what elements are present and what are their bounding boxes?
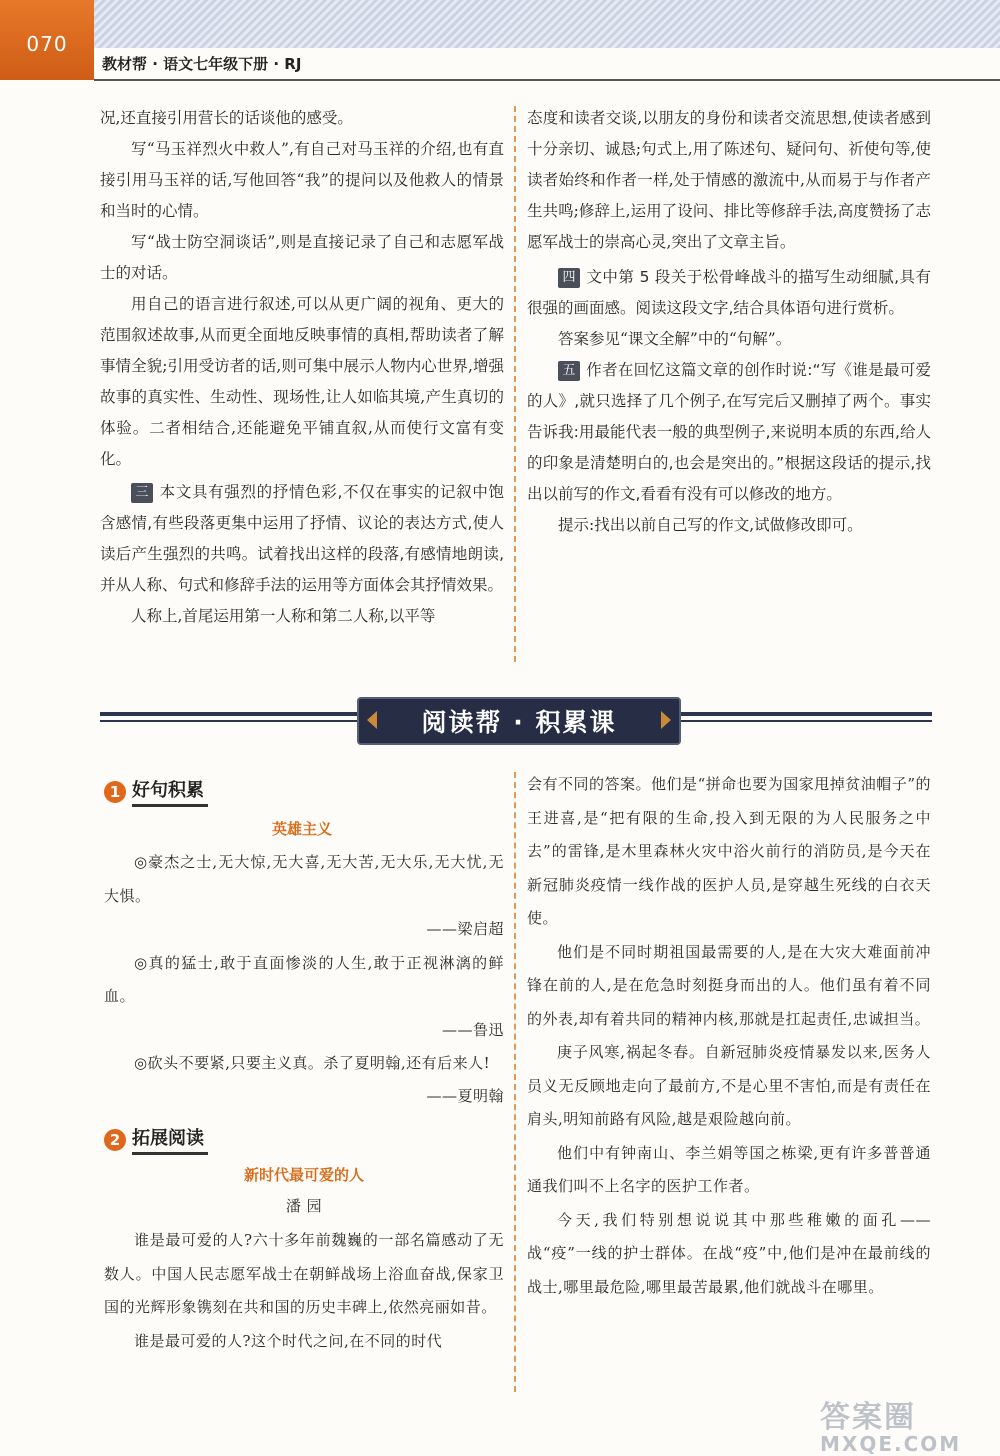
paragraph: 态度和读者交谈,以朋友的身份和读者交流思想,使读者感到十分亲切、诚恳;句式上,用了陈述句、疑问句、祈使句等,使读者始终和作者一样,处于情感的激流中,从而易于与作者产生共鸣;修辞上,运用了设问、排比等修辞手法,高度赞扬了志愿军战士的崇高心灵,突出了文章主旨。 bbox=[527, 109, 931, 251]
upper-right-column bbox=[527, 103, 931, 541]
section-1-number: 1 bbox=[104, 781, 126, 803]
quote-author: ——夏明翰 bbox=[426, 1087, 504, 1105]
question-5-answer: 提示:找出以前自己写的作文,试做修改即可。 bbox=[558, 516, 863, 534]
paragraph: 况,还直接引用营长的话谈他的感受。 bbox=[100, 109, 353, 127]
banner-title: 阅读帮 · 积累课 bbox=[421, 708, 617, 737]
paragraph: 写“马玉祥烈火中救人”,有自己对马玉祥的介绍,也有直接引用马玉祥的话,写他回答“我”的提问以及他救人的情景和当时的心情。 bbox=[100, 140, 504, 220]
paragraph: 谁是最可爱的人?这个时代之问,在不同的时代 bbox=[134, 1331, 443, 1350]
header-rule bbox=[94, 79, 1000, 81]
article-title: 新时代最可爱的人 bbox=[243, 1166, 364, 1184]
section-banner bbox=[357, 697, 681, 745]
article-right-column bbox=[527, 768, 931, 1304]
paragraph: 会有不同的答案。他们是“拼命也要为国家甩掉贫油帽子”的王进喜,是“把有限的生命,投入到无限的为人民服务之中去”的雷锋,是木里森林火灾中浴火前行的消防员,是今天在新冠肺炎疫情一线作战的医护人员,是穿越生死线的白衣天使。 bbox=[527, 775, 931, 927]
quote: ◎真的猛士,敢于直面惨淡的人生,敢于正视淋漓的鲜血。 bbox=[104, 953, 504, 1005]
quotes-block bbox=[104, 846, 504, 1081]
page-header bbox=[0, 0, 1000, 80]
question-3-answer: 人称上,首尾运用第一人称和第二人称,以平等 bbox=[131, 607, 436, 625]
article-author: 潘 园 bbox=[285, 1197, 323, 1215]
section-1-badge bbox=[104, 776, 208, 807]
section-5-icon: 五 bbox=[558, 361, 580, 381]
page-number: 070 bbox=[26, 32, 68, 56]
header-banner-pattern bbox=[94, 0, 1000, 48]
watermark-logo bbox=[820, 1392, 990, 1456]
banner-deco-right bbox=[661, 711, 671, 729]
question-4-answer: 答案参见“课文全解”中的“句解”。 bbox=[558, 330, 792, 348]
banner-deco-left bbox=[367, 711, 377, 729]
paragraph: 庚子风寒,祸起冬春。自新冠肺炎疫情暴发以来,医务人员义无反顾地走向了最前方,不是心里不害怕,而是有责任在肩头,明知前路有风险,越是艰险越向前。 bbox=[527, 1043, 931, 1128]
upper-left-column bbox=[100, 103, 504, 632]
section-2-label: 拓展阅读 bbox=[132, 1124, 208, 1155]
quote: ◎砍头不要紧,只要主义真。杀了夏明翰,还有后来人! bbox=[134, 1054, 491, 1072]
article-left-column bbox=[104, 1224, 504, 1358]
paragraph: 他们中有钟南山、李兰娟等国之栋梁,更有许多普普通通我们叫不上名字的医护工作者。 bbox=[527, 1143, 931, 1195]
section-2-number: 2 bbox=[104, 1129, 126, 1151]
question-3 bbox=[100, 477, 504, 601]
column-divider bbox=[514, 106, 516, 662]
quote-author: ——梁启超 bbox=[426, 920, 504, 938]
watermark-bottom: MXQE.COM bbox=[820, 1432, 962, 1456]
column-divider-lower bbox=[514, 772, 516, 1392]
question-5 bbox=[527, 355, 931, 510]
page-number-box bbox=[0, 0, 94, 80]
paragraph: 写“战士防空洞谈话”,则是直接记录了自己和志愿军战士的对话。 bbox=[100, 233, 504, 282]
section-2-badge bbox=[104, 1124, 208, 1155]
question-3-text: 本文具有强烈的抒情色彩,不仅在事实的记叙中饱含感情,有些段落更集中运用了抒情、议论的表达方式,使人读后产生强烈的共鸣。试着找出这样的段落,有感情地朗读,并从人称、句式和修辞手法的运用等方面体会其抒情效果。 bbox=[100, 483, 504, 594]
quote-author: ——鲁迅 bbox=[441, 1020, 504, 1039]
question-4 bbox=[527, 262, 931, 324]
paragraph: 他们是不同时期祖国最需要的人,是在大灾大难面前冲锋在前的人,是在危急时刻挺身而出的人。他们虽有着不同的外表,却有着共同的精神内核,那就是扛起责任,忠诚担当。 bbox=[527, 942, 931, 1028]
section-3-icon: 三 bbox=[131, 483, 153, 503]
paragraph: 谁是最可爱的人?六十多年前魏巍的一部名篇感动了无数人。中国人民志愿军战士在朝鲜战场上浴血奋战,保家卫国的光辉形象镌刻在共和国的历史丰碑上,依然亮丽如昔。 bbox=[104, 1231, 504, 1316]
quote: ◎豪杰之士,无大惊,无大喜,无大苦,无大乐,无大忧,无大惧。 bbox=[104, 853, 504, 905]
book-title: 教材帮 · 语文七年级下册 · RJ bbox=[102, 55, 302, 73]
question-5-text: 作者在回忆这篇文章的创作时说:“写《谁是最可爱的人》,就只选择了几个例子,在写完后又删掉了两个。事实告诉我:用最能代表一般的典型例子,来说明本质的东西,给人的印象是清楚明白的,也会是突出的。”根据这段话的提示,找出以前写的作文,看看有没有可以修改的地方。 bbox=[527, 361, 931, 503]
section-4-icon: 四 bbox=[558, 268, 580, 288]
section-1-subtitle: 英雄主义 bbox=[271, 820, 332, 838]
paragraph: 用自己的语言进行叙述,可以从更广阔的视角、更大的范围叙述故事,从而更全面地反映事情的真相,帮助读者了解事情全貌;引用受访者的话,则可集中展示人物内心世界,增强故事的真实性、生动性、现场性,让人如临其境,产生真切的体验。二者相结合,还能避免平铺直叙,从而使行文富有变化。 bbox=[100, 295, 504, 468]
paragraph: 今天,我们特别想说说其中那些稚嫩的面孔——战“疫”一线的护士群体。在战“疫”中,他们是冲在最前线的战士,哪里最危险,哪里最苦最累,他们就战斗在哪里。 bbox=[527, 1210, 931, 1296]
section-1-label: 好句积累 bbox=[132, 776, 208, 807]
watermark-top: 答案圈 bbox=[820, 1400, 916, 1435]
question-4-text: 文中第 5 段关于松骨峰战斗的描写生动细腻,具有很强的画面感。阅读这段文字,结合具体语句进行赏析。 bbox=[527, 268, 931, 317]
